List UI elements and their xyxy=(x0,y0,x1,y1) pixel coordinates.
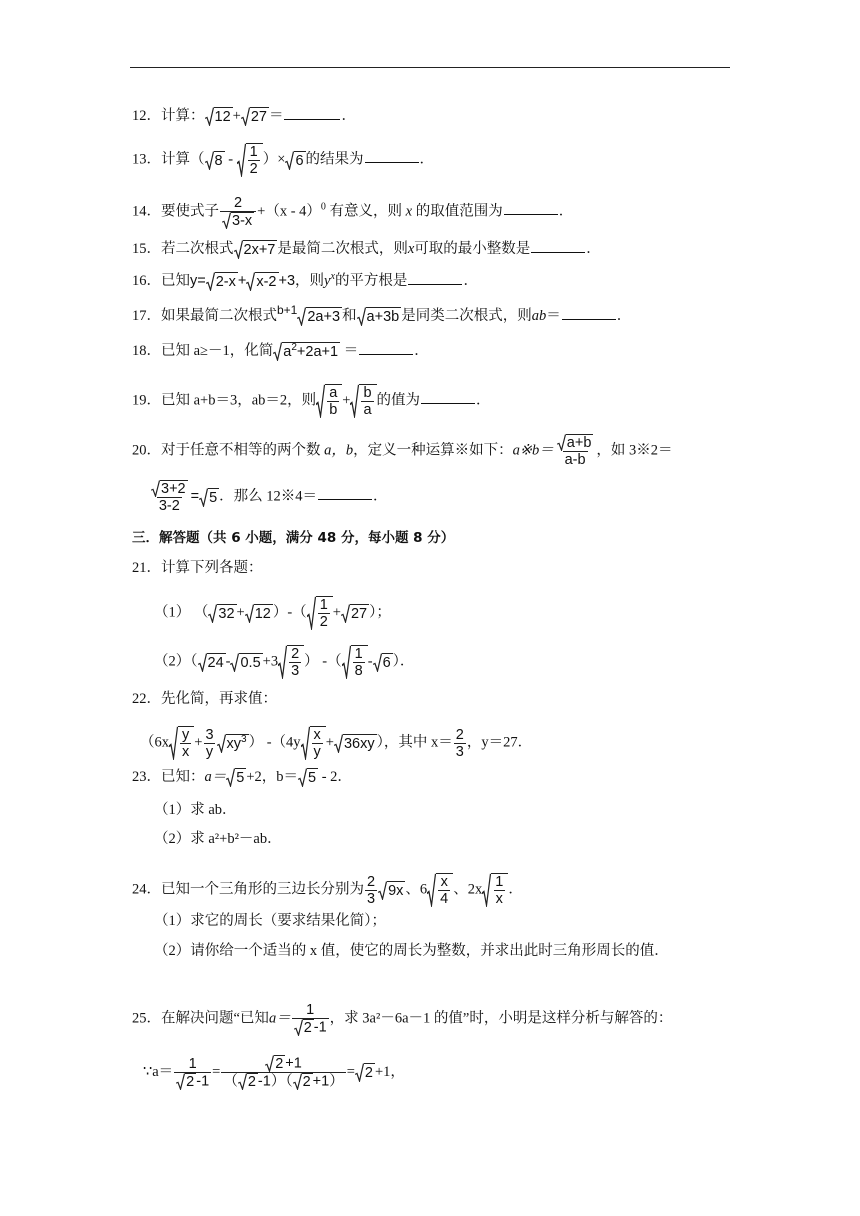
question-mid: 是最简二次根式，则 xyxy=(277,241,408,257)
question-text: 对于任意不相等的两个数 xyxy=(161,442,321,459)
a-def: a＝ xyxy=(268,1010,291,1027)
period: ． xyxy=(616,308,632,324)
sqrt-b-over-a: $\frac{b}{a}$ xyxy=(350,384,376,418)
period: ． xyxy=(586,241,601,257)
period: ． xyxy=(419,151,435,168)
question-number: 19． xyxy=(132,392,161,409)
question-tail: 的值为 xyxy=(376,392,421,409)
question-text: 计算： xyxy=(161,108,205,124)
question-24-part2: （2）请你给一个适当的 x 值，使它的周长为整数，并求出此时三角形周长的值． xyxy=(154,943,669,959)
answer-blank[interactable] xyxy=(504,202,558,215)
question-number: 25． xyxy=(132,1010,161,1027)
question-text: 已知： xyxy=(161,769,205,785)
question-24: 24．已知一个三角形的三边长分别为 $\frac{2}{3}$ 9x 、6 $\frac{x}{4}$ 、2x $\frac{1}{x}$ ． xyxy=(132,873,523,907)
part-label: （1） xyxy=(154,604,191,621)
condition-text: ，其中 x＝ xyxy=(383,734,453,751)
question-18 xyxy=(132,342,429,361)
variable: x xyxy=(407,241,415,257)
question-number: 14． xyxy=(132,203,161,220)
question-23-part1: （1）求 ab． xyxy=(154,802,237,818)
equals: ＝ xyxy=(268,108,284,124)
period: ． xyxy=(373,488,388,505)
variable: ab xyxy=(531,308,547,324)
question-tail: 可取的最小整数是 xyxy=(414,241,531,257)
example: ，如 3※2＝ xyxy=(596,442,673,459)
example-fraction: $\frac{3+2}{3-2}$ xyxy=(149,480,190,514)
question-tail: 的平方根是 xyxy=(334,273,408,289)
fraction-2-over-sqrt: $\frac{2}{3-x}$ xyxy=(220,195,256,229)
question-tail: 是同类二次根式，则 xyxy=(401,308,532,324)
sqrt-x-2: x-2 xyxy=(246,272,278,291)
question-text: 计算（ xyxy=(161,151,205,168)
question-13: 13．计算（ 8 - $\frac{1}{2}$ ）× 6 的结果为 ． xyxy=(132,144,435,177)
question-text: 要使式子 xyxy=(161,203,219,220)
question-tail: ．那么 12※4＝ xyxy=(219,488,318,505)
question-number: 12． xyxy=(132,108,161,124)
answer-blank[interactable] xyxy=(318,487,372,500)
sqrt-half: $\frac{1}{2}$ xyxy=(237,143,263,177)
variable: x xyxy=(405,203,413,220)
question-number: 21． xyxy=(132,560,161,576)
question-number: 17． xyxy=(132,308,161,324)
question-20 xyxy=(132,434,673,468)
question-text: 如果最简二次根式 xyxy=(161,308,277,324)
question-text: 已知 xyxy=(161,392,190,409)
question-20-line2: $\frac{3+2}{3-2}$ = 5 ．那么 12※4＝ ． xyxy=(148,480,388,514)
question-25-solution: ∵a＝ 1 2 -1 = 2 +1 （ 2 -1）（ 2 +1） = 2 +1， xyxy=(143,1055,405,1090)
question-15 xyxy=(132,240,601,259)
question-21 xyxy=(132,559,263,577)
condition-y: ，y＝27． xyxy=(466,734,533,751)
answer-blank[interactable] xyxy=(284,107,340,120)
question-mid: ，则 xyxy=(295,273,325,289)
question-text: 在解决问题“已知 xyxy=(161,1010,269,1027)
question-number: 13． xyxy=(132,151,161,168)
answer-blank[interactable] xyxy=(365,150,419,163)
part-label: （2） xyxy=(154,653,191,670)
sqrt-5: 5 xyxy=(199,488,219,507)
question-14: 14．要使式子 $\frac{2}{3-x}$ +（x - 4）$^0$ 有意义，则 x 的取值范围为 ． xyxy=(132,195,574,229)
question-number: 20． xyxy=(132,442,161,459)
question-text: 已知 xyxy=(161,343,190,359)
because-line: ∵a＝ xyxy=(143,1063,174,1080)
b-def: ，b＝ xyxy=(261,769,299,785)
sqrt-2x7: 2x+7 xyxy=(234,240,278,259)
question-22 xyxy=(132,690,277,708)
question-17: 17．如果最简二次根式$^{b+1}$ 2a+3 和 a+3b 是同类二次根式，则ab＝ ． xyxy=(132,303,632,326)
period: ． xyxy=(414,343,429,359)
question-tail: 的取值范围为 xyxy=(415,203,503,220)
question-number: 18． xyxy=(132,343,161,359)
question-number: 15． xyxy=(132,241,161,257)
root-2a3: 2a+3 xyxy=(297,307,342,326)
sqrt-27: 27 xyxy=(241,107,269,126)
question-23: 23．已知：a＝ 5 +2，b＝ 5 - 2． xyxy=(132,769,352,787)
answer-blank[interactable] xyxy=(531,240,585,253)
sqrt-6: 6 xyxy=(285,151,305,170)
question-24-part1: （1）求它的周长（要求结果化简）； xyxy=(154,913,386,929)
question-19: 19．已知 a+b＝3，ab＝2，则 $\frac{a}{b}$ + $\frac{b}{a}$ 的值为 ． xyxy=(132,385,491,418)
answer-blank[interactable] xyxy=(421,391,475,404)
question-number: 24． xyxy=(132,881,161,898)
a-def: a＝ xyxy=(204,769,227,785)
question-21-part2: （2）（ 24 - 0.5 +3 $\frac{2}{3}$ ） -（ $\frac{1}{8}$ - 6 ）． xyxy=(154,646,415,679)
period: ． xyxy=(476,392,491,409)
question-text: 已知 xyxy=(161,273,190,289)
question-number: 23． xyxy=(132,769,161,785)
equals: ＝ xyxy=(343,343,359,359)
question-condition: a+b＝3，ab＝2，则 xyxy=(193,392,317,409)
sqrt-2-x: 2-x xyxy=(206,272,238,291)
sqrt-8: 8 xyxy=(205,151,225,170)
sqrt-a2-2a-1: $a^2+2a+1$ xyxy=(273,342,340,361)
period: ． xyxy=(558,203,574,220)
operation: a※b＝ xyxy=(512,442,554,459)
answer-blank[interactable] xyxy=(408,272,462,285)
answer-blank[interactable] xyxy=(562,307,616,320)
question-22-expression: （6x $\frac{y}{x}$ + $\frac{3}{y}$ $xy^3$ ） -（4y $\frac{x}{y}$ + 36xy ），其中 x＝ $\frac{2}{3}$ ，y＝27． xyxy=(140,726,533,760)
answer-blank[interactable] xyxy=(359,342,413,355)
question-16: 16．已知y= 2-x + x-2 +3，则$y^x$的平方根是 ． xyxy=(132,271,478,291)
question-23-part2: （2）求 a²+b²－ab． xyxy=(154,831,282,847)
question-text: 计算下列各题： xyxy=(161,560,263,576)
period: ． xyxy=(341,108,356,124)
question-mid: 有意义，则 xyxy=(329,203,403,220)
question-text: 先化简，再求值： xyxy=(161,691,277,707)
question-25: 25．在解决问题“已知a＝ 1 2 -1 ，求 3a²－6a－1 的值”时，小明是这样分析与解答的： xyxy=(132,1002,673,1036)
question-mid: ，定义一种运算※如下： xyxy=(353,442,513,459)
question-12: 12．计算： 12 + 27 ＝ ． xyxy=(132,108,356,126)
question-condition: a≥－1，化简 xyxy=(193,343,274,359)
question-number: 16． xyxy=(132,273,161,289)
question-tail: 的结果为 xyxy=(305,151,364,168)
period: ． xyxy=(463,273,478,289)
question-mid: 和 xyxy=(342,308,357,324)
question-21-part1: （1） （ 32 + 12 ）-（ $\frac{1}{2}$ + 27 ）； xyxy=(154,597,391,630)
question-text: 若二次根式 xyxy=(161,241,234,257)
op-definition-fraction: $\frac{a+b}{a-b}$ xyxy=(555,434,596,468)
question-number: 22． xyxy=(132,691,161,707)
section-heading: 三．解答题（共 6 小题，满分 48 分，每小题 8 分） xyxy=(132,530,455,546)
sqrt-12: 12 xyxy=(205,107,233,126)
equals: ＝ xyxy=(546,308,561,324)
question-text: 已知一个三角形的三边长分别为 xyxy=(161,881,364,898)
question-tail: ，求 3a²－6a－1 的值”时，小明是这样分析与解答的： xyxy=(329,1010,673,1027)
header-rule xyxy=(130,67,730,68)
sqrt-a-over-b: $\frac{a}{b}$ xyxy=(316,384,342,418)
sqrt-a-3b: a+3b xyxy=(357,307,402,326)
variables: a，b xyxy=(324,442,354,459)
